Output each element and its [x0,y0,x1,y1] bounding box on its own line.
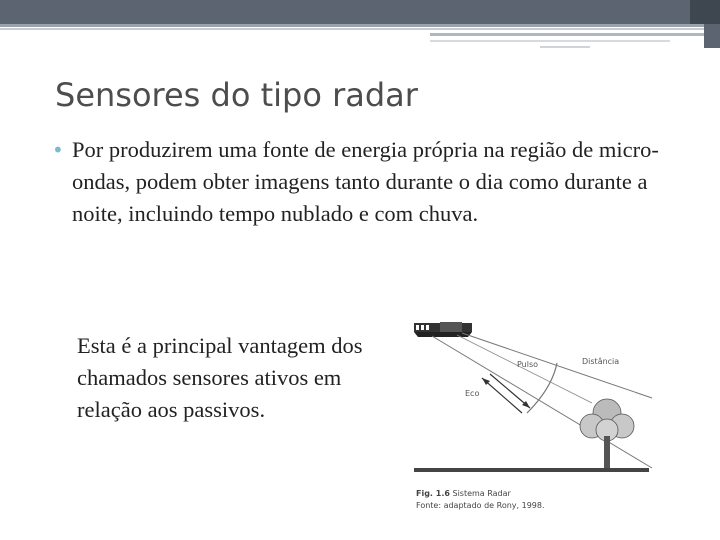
satellite-icon [414,322,472,337]
header-stripe [430,40,670,42]
caption-number: Fig. 1.6 [416,489,450,498]
distance-label: Distância [582,357,620,366]
header-stripe [0,28,704,30]
header-stripe [430,33,704,36]
bullet-text: Por produzirem uma fonte de energia própria na região de micro-ondas, podem obter imagens tanto durante o dia como durante a noite, incluindo tempo nublado e com chuva. [72,137,659,226]
figure-caption [416,488,545,512]
header-stripe [540,46,590,48]
header-right-strip [704,24,720,48]
header-band-corner [690,0,720,24]
header-stripe [0,24,704,27]
caption-title: Sistema Radar [452,489,511,498]
radar-figure [402,318,662,516]
radar-diagram [402,318,662,488]
ground-line [414,468,649,472]
caption-source: Fonte: adaptado de Rony, 1998. [416,501,545,510]
side-text: Esta é a principal vantagem dos chamados sensores ativos em relação aos passivos. [77,333,363,422]
beam-line [432,336,652,468]
pulse-arc [527,363,557,413]
bullet-icon: • [52,138,64,162]
header-band [0,0,720,24]
slide-title: Sensores do tipo radar [55,76,418,114]
pulse-label: Pulso [517,360,539,369]
tree-icon [580,399,634,468]
echo-label: Eco [465,389,480,398]
bullet-item [52,134,692,230]
